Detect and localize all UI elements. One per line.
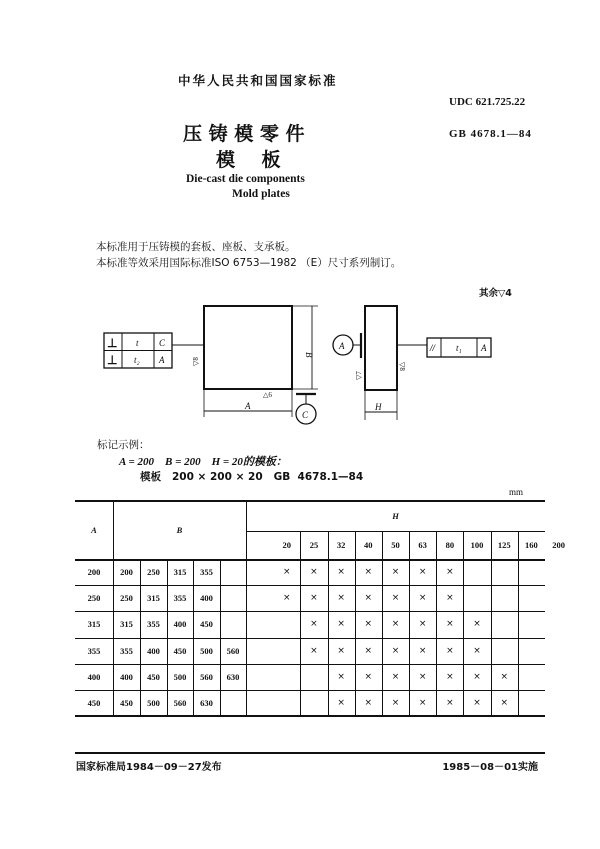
datum-ref-A: A <box>159 355 165 365</box>
cell-B: 560 <box>173 698 187 709</box>
header-H-value: 50 <box>391 540 400 550</box>
dimension-B-label: B <box>304 352 314 358</box>
udc-code: UDC 621.725.22 <box>449 96 526 108</box>
equivalence-text: 本标准等效采用国际标准ISO 6753—1982 （E）尺寸系列制订。 <box>96 257 402 269</box>
scope-text: 本标准用于压铸模的套板、座板、支承板。 <box>96 241 296 253</box>
cell-B: 450 <box>200 619 213 630</box>
cell-B: 400 <box>200 593 213 604</box>
cell-B: 355 <box>147 619 160 630</box>
title-chinese-line2: 模 板 <box>216 149 281 171</box>
title-english-line2: Mold plates <box>232 188 290 200</box>
dimension-table <box>75 500 565 716</box>
tolerance-t: t <box>136 338 139 348</box>
cell-H-mark: × <box>364 698 373 709</box>
footer-divider <box>75 752 545 754</box>
cell-B: 450 <box>147 671 160 682</box>
marking-example-params: A = 200 B = 200 H = 20的模板： <box>119 456 287 468</box>
roughness-note: 其余▽4 <box>479 288 512 299</box>
cell-H-mark: × <box>418 645 427 656</box>
cell-H-mark: × <box>310 619 318 630</box>
cell-H-mark: × <box>418 567 427 578</box>
cell-H-mark: × <box>391 671 400 682</box>
roughness-side-left: ▽7 <box>355 371 363 380</box>
header-H-value: 20 <box>282 540 291 550</box>
cell-A: 355 <box>87 645 101 656</box>
unit-label: mm <box>509 487 524 497</box>
cell-B: 315 <box>120 619 133 630</box>
title-english-line1: Die-cast die components <box>186 173 305 185</box>
header-B: B <box>176 524 183 535</box>
cell-B: 630 <box>226 671 240 682</box>
cell-B: 355 <box>120 645 133 656</box>
cell-B: 400 <box>173 619 187 630</box>
cell-B <box>220 690 246 716</box>
cell-H-mark: × <box>337 567 345 578</box>
cell-H-mark: × <box>310 567 318 578</box>
issuing-country-header: 中华人民共和国国家标准 <box>178 73 338 88</box>
cell-B: 355 <box>173 593 187 604</box>
dimension-H-label: H <box>375 402 382 412</box>
roughness-left: ▽8 <box>192 357 200 366</box>
cell-H-mark: × <box>364 671 373 682</box>
cell-H-mark: × <box>500 698 508 709</box>
title-chinese-line1: 压 铸 模 零 件 <box>183 123 305 145</box>
header-H-value: 40 <box>364 540 373 550</box>
cell-B <box>220 611 246 637</box>
header-H-value: 200 <box>552 540 565 550</box>
header-H-value: 160 <box>525 540 538 550</box>
header-H: H <box>392 510 399 521</box>
header-H-value: 32 <box>336 540 346 550</box>
tolerance-t1: t₁ <box>456 343 462 353</box>
cell-A: 250 <box>87 593 101 604</box>
cell-B: 400 <box>120 671 133 682</box>
cell-B: 500 <box>200 645 213 656</box>
cell-H-mark: × <box>446 593 454 604</box>
cell-A: 450 <box>87 698 101 709</box>
cell-H-mark: × <box>418 619 427 630</box>
cell-H-mark: × <box>473 671 481 682</box>
standard-number: GB 4678.1—84 <box>449 128 532 140</box>
cell-H-mark: × <box>282 593 291 604</box>
cell-H-mark: × <box>337 671 345 682</box>
cell-H-mark: × <box>310 593 318 604</box>
header-H-value: 25 <box>309 540 319 550</box>
header-H-value: 63 <box>418 540 427 550</box>
cell-H-mark: × <box>391 619 400 630</box>
issue-date: 国家标准局1984－09－27发布 <box>76 762 222 773</box>
front-view-outline <box>204 306 292 389</box>
cell-B: 400 <box>147 645 160 656</box>
marking-example-designation: 模板 200 × 200 × 20 GB 4678.1—84 <box>140 471 364 483</box>
cell-H-mark: × <box>282 567 291 578</box>
parallelism-icon: // <box>430 343 436 353</box>
cell-B: 315 <box>147 593 160 604</box>
cell-B <box>220 585 246 611</box>
cell-B: 450 <box>173 645 187 656</box>
cell-H-mark: × <box>337 698 345 709</box>
effective-date: 1985－08－01实施 <box>442 762 538 773</box>
cell-H-mark: × <box>446 619 454 630</box>
datum-A-letter: A <box>339 341 345 351</box>
cell-B: 250 <box>147 567 160 578</box>
datum-ref-C: C <box>159 338 166 348</box>
cell-H-mark: × <box>391 698 400 709</box>
cell-H-mark: × <box>337 619 345 630</box>
cell-H-mark: × <box>473 645 481 656</box>
cell-H-mark: × <box>391 567 400 578</box>
cell-H-mark: × <box>473 698 481 709</box>
cell-H-mark: × <box>446 567 454 578</box>
datum-C-letter: C <box>302 410 309 420</box>
cell-H-mark: × <box>418 671 427 682</box>
dimension-A-label: A <box>245 401 251 411</box>
cell-A: 315 <box>87 619 101 630</box>
cell-H-mark: × <box>364 567 373 578</box>
cell-H-mark: × <box>337 645 345 656</box>
cell-B: 500 <box>147 698 160 709</box>
cell-H-mark: × <box>446 698 454 709</box>
datum-ref-A: A <box>481 343 487 353</box>
cell-B: 250 <box>120 593 133 604</box>
cell-H-mark: × <box>364 619 373 630</box>
cell-B: 450 <box>120 698 133 709</box>
header-H-value: 125 <box>497 540 511 550</box>
perpendicularity-icon: ⊥ <box>107 336 118 350</box>
perpendicularity-icon: ⊥ <box>107 353 118 367</box>
header-H-value: 100 <box>470 540 484 550</box>
cell-H-mark: × <box>310 645 318 656</box>
cell-B: 315 <box>173 567 187 578</box>
cell-H-mark: × <box>446 645 454 656</box>
cell-B: 200 <box>120 567 133 578</box>
tolerance-t2: t₂ <box>134 355 140 365</box>
cell-H-mark: × <box>500 671 508 682</box>
cell-B: 355 <box>200 567 213 578</box>
marking-example-label: 标记示例： <box>97 439 150 451</box>
header-H-value: 80 <box>445 540 455 550</box>
header-A: A <box>91 524 97 535</box>
cell-B <box>220 559 246 585</box>
cell-H-mark: × <box>391 645 400 656</box>
cell-B: 500 <box>173 671 187 682</box>
cell-A: 400 <box>87 671 101 682</box>
cell-H-mark: × <box>446 671 454 682</box>
side-view-outline <box>365 306 397 390</box>
cell-H-mark: × <box>364 593 373 604</box>
cell-H-mark: × <box>473 619 481 630</box>
cell-H-mark: × <box>337 593 345 604</box>
cell-B: 560 <box>226 645 240 656</box>
cell-B: 560 <box>200 671 213 682</box>
cell-H-mark: × <box>418 698 427 709</box>
roughness-bottom: △6 <box>263 391 272 399</box>
cell-H-mark: × <box>364 645 373 656</box>
table-rule <box>246 500 247 716</box>
cell-A: 200 <box>87 567 101 578</box>
roughness-side-right: ▽8 <box>398 362 406 371</box>
cell-B: 630 <box>200 698 213 709</box>
cell-H-mark: × <box>418 593 427 604</box>
cell-H-mark: × <box>391 593 400 604</box>
